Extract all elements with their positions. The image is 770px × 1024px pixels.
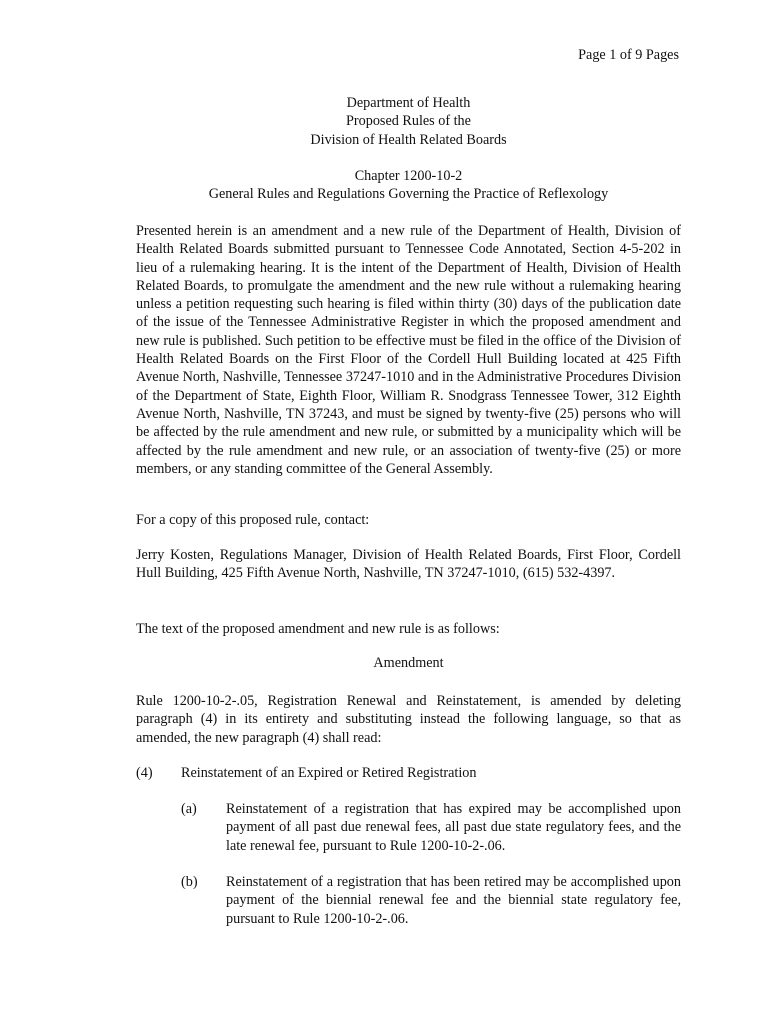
sub-item-a-text: Reinstatement of a registration that has expired may be accomplished upon payment of all past due renewal fees, all past due state regulatory fees, and the late renewal fee, pursuant to Rule 1200-10-2-.06. xyxy=(226,801,681,854)
chapter-number: Chapter 1200-10-2 xyxy=(354,168,463,184)
header-proposed-rules: Proposed Rules of the xyxy=(346,113,471,130)
sub-item-a-letter: (a) xyxy=(181,801,197,817)
text-intro: The text of the proposed amendment and new rule is as follows: xyxy=(136,621,500,637)
rule-paragraph: Rule 1200-10-2-.05, Registration Renewal and Reinstatement, is amended by deleting paragraph (4) in its entirety and substituting instead the following language, so that as amended, the new paragraph (4) shall read: xyxy=(136,693,681,746)
paragraph-4-number: (4) xyxy=(136,765,153,781)
sub-item-b-letter: (b) xyxy=(181,874,198,890)
sub-item-b-text: Reinstatement of a registration that has been retired may be accomplished upon payment of the biennial renewal fee and the biennial state regulatory fee, pursuant to Rule 1200-10-2-.06. xyxy=(226,874,681,927)
header-division: Division of Health Related Boards xyxy=(310,131,507,148)
paragraph-4-title: Reinstatement of an Expired or Retired Registration xyxy=(181,765,477,781)
intro-paragraph: Presented herein is an amendment and a new rule of the Department of Health, Division of Health Related Boards submitted pursuant to Tennessee Code Annotated, Section 4-5-202 in lieu of a rulemaking hearing. It is the intent of the Department of Health, Division of Health Related Boards, to promulgate the amendment and the new rule without a rulemaking hearing unless a petition requesting such hearing is filed within thirty (30) days of the publication date of the issue of the Tennessee Administrative Register in which the proposed amendment and new rule is published. Such petition to be effective must be filed in the office of the Division of Health Related Boards on the First Floor of the Cordell Hull Building located at 425 Fifth Avenue North, Nashville, Tennessee 37247-1010 and in the Administrative Procedures Division of the Department of State, Eighth Floor, William R. Snodgrass Tennessee Tower, 312 Eighth Avenue North, Nashville, TN 37243, and must be signed by twenty-five (25) persons who will be affected by the rule amendment and new rule, or submitted by a municipality which will be affected by the rule amendment and new rule, or an association of twenty-five (25) or more members, or any standing committee of the General Assembly. xyxy=(136,223,681,477)
copy-line: For a copy of this proposed rule, contact: xyxy=(136,512,370,528)
document-header xyxy=(136,94,681,149)
contact-paragraph: Jerry Kosten, Regulations Manager, Division of Health Related Boards, First Floor, Cordell Hull Building, 425 Fifth Avenue North, Nashville, TN 37247-1010, (615) 532-4397. xyxy=(136,547,681,582)
chapter-heading xyxy=(136,167,681,204)
page-number: Page 1 of 9 Pages xyxy=(578,47,679,63)
amendment-heading: Amendment xyxy=(373,655,444,671)
chapter-title: General Rules and Regulations Governing the Practice of Reflexology xyxy=(208,186,609,203)
header-department: Department of Health xyxy=(346,95,471,111)
